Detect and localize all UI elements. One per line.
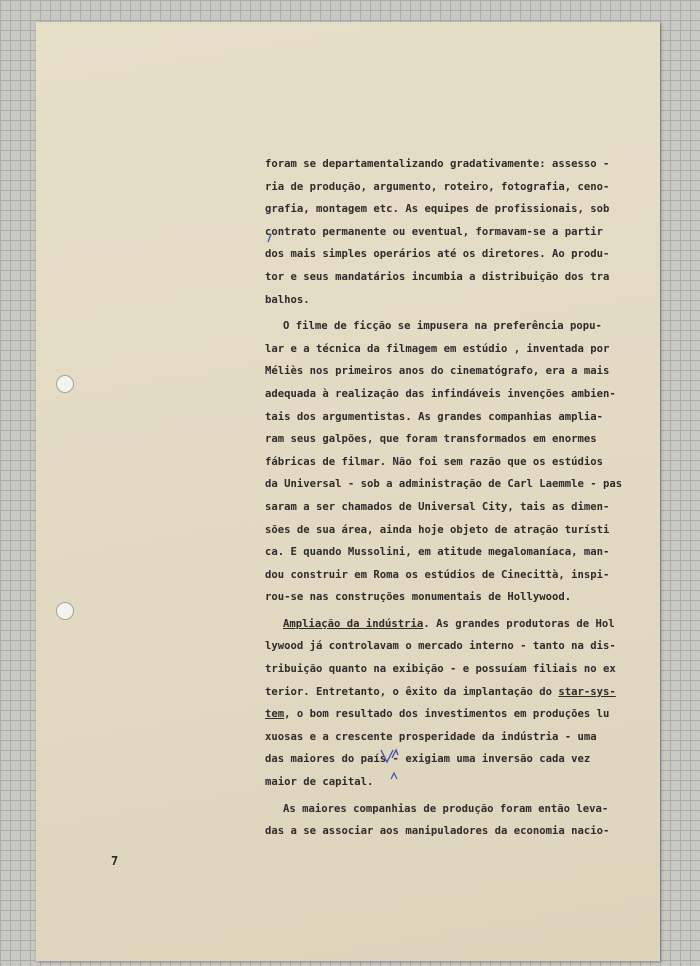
text-line: contrato permanente ou eventual, formavam-se a partir [265, 225, 604, 238]
text-line: rou-se nas construções monumentais de Hollywood. [265, 591, 572, 604]
typed-body-text [265, 153, 623, 843]
text-line: tribuição quanto na exibição - e possuíam filiais no ex [265, 663, 616, 676]
text-fragment: terior. Entretanto, o êxito da implantação do [265, 685, 559, 698]
text-line: saram a ser chamados de Universal City, tais as dimen- [265, 500, 610, 513]
text-line: ca. E quando Mussolini, em atitude megalomaníaca, man- [265, 546, 610, 559]
section-heading: Ampliação da indústria [283, 617, 424, 630]
text-line: tais dos argumentistas. As grandes companhias amplia- [265, 410, 604, 423]
text-line: tor e seus mandatários incumbia a distribuição dos tra [265, 270, 610, 283]
text-line: dos mais simples operários até os diretores. Ao produ- [265, 248, 610, 261]
text-line [265, 703, 615, 726]
text-line: fábricas de filmar. Não foi sem razão que os estúdios [265, 455, 604, 468]
punch-hole-bottom [56, 602, 74, 620]
text-line [265, 681, 615, 704]
text-line: foram se departamentalizando gradativamente: assesso - [265, 158, 610, 170]
text-line: das a se associar aos manipuladores da economia nacio- [265, 825, 610, 838]
text-line: ria de produção, argumento, roteiro, fotografia, ceno- [265, 180, 610, 193]
text-line: xuosas e a crescente prosperidade da indústria - uma [265, 730, 597, 743]
text-line: das maiores do país - exigiam uma inversão cada vez [265, 753, 591, 766]
text-line: dou construir em Roma os estúdios de Cinecittà, inspi- [265, 568, 610, 581]
text-line: lywood já controlavam o mercado interno - tanto na dis- [265, 640, 616, 653]
text-line: lar e a técnica da filmagem em estúdio , inventada por [265, 342, 610, 355]
text-fragment: . As grandes produtoras de Hol [423, 617, 615, 630]
text-fragment: , o bom resultado dos investimentos em produções lu [284, 708, 610, 721]
punch-hole-top [56, 375, 74, 393]
text-line: ram seus galpões, que foram transformados em enormes [265, 433, 597, 446]
text-line: Méliès nos primeiros anos do cinematógrafo, era a mais [265, 365, 610, 378]
underlined-term: star-sys- [558, 685, 616, 698]
paragraph-first-line: As maiores companhias de produção foram então leva- [283, 802, 609, 815]
document-page [36, 22, 660, 961]
section-heading-line [265, 613, 615, 636]
text-line: da Universal - sob a administração de Carl Laemmle - pas [265, 478, 623, 491]
text-line: sões de sua área, ainda hoje objeto de atração turísti [265, 523, 610, 536]
text-line: maior de capital. [265, 776, 374, 789]
underlined-term: tem [265, 708, 285, 721]
text-line: adequada à realização das infindáveis invenções ambien- [265, 387, 616, 400]
page-number: 7 [111, 854, 119, 868]
text-line: grafia, montagem etc. As equipes de profissionais, sob [265, 203, 610, 216]
text-line: balhos. [265, 293, 310, 306]
paragraph-first-line: O filme de ficção se impusera na preferência popu- [283, 320, 602, 333]
